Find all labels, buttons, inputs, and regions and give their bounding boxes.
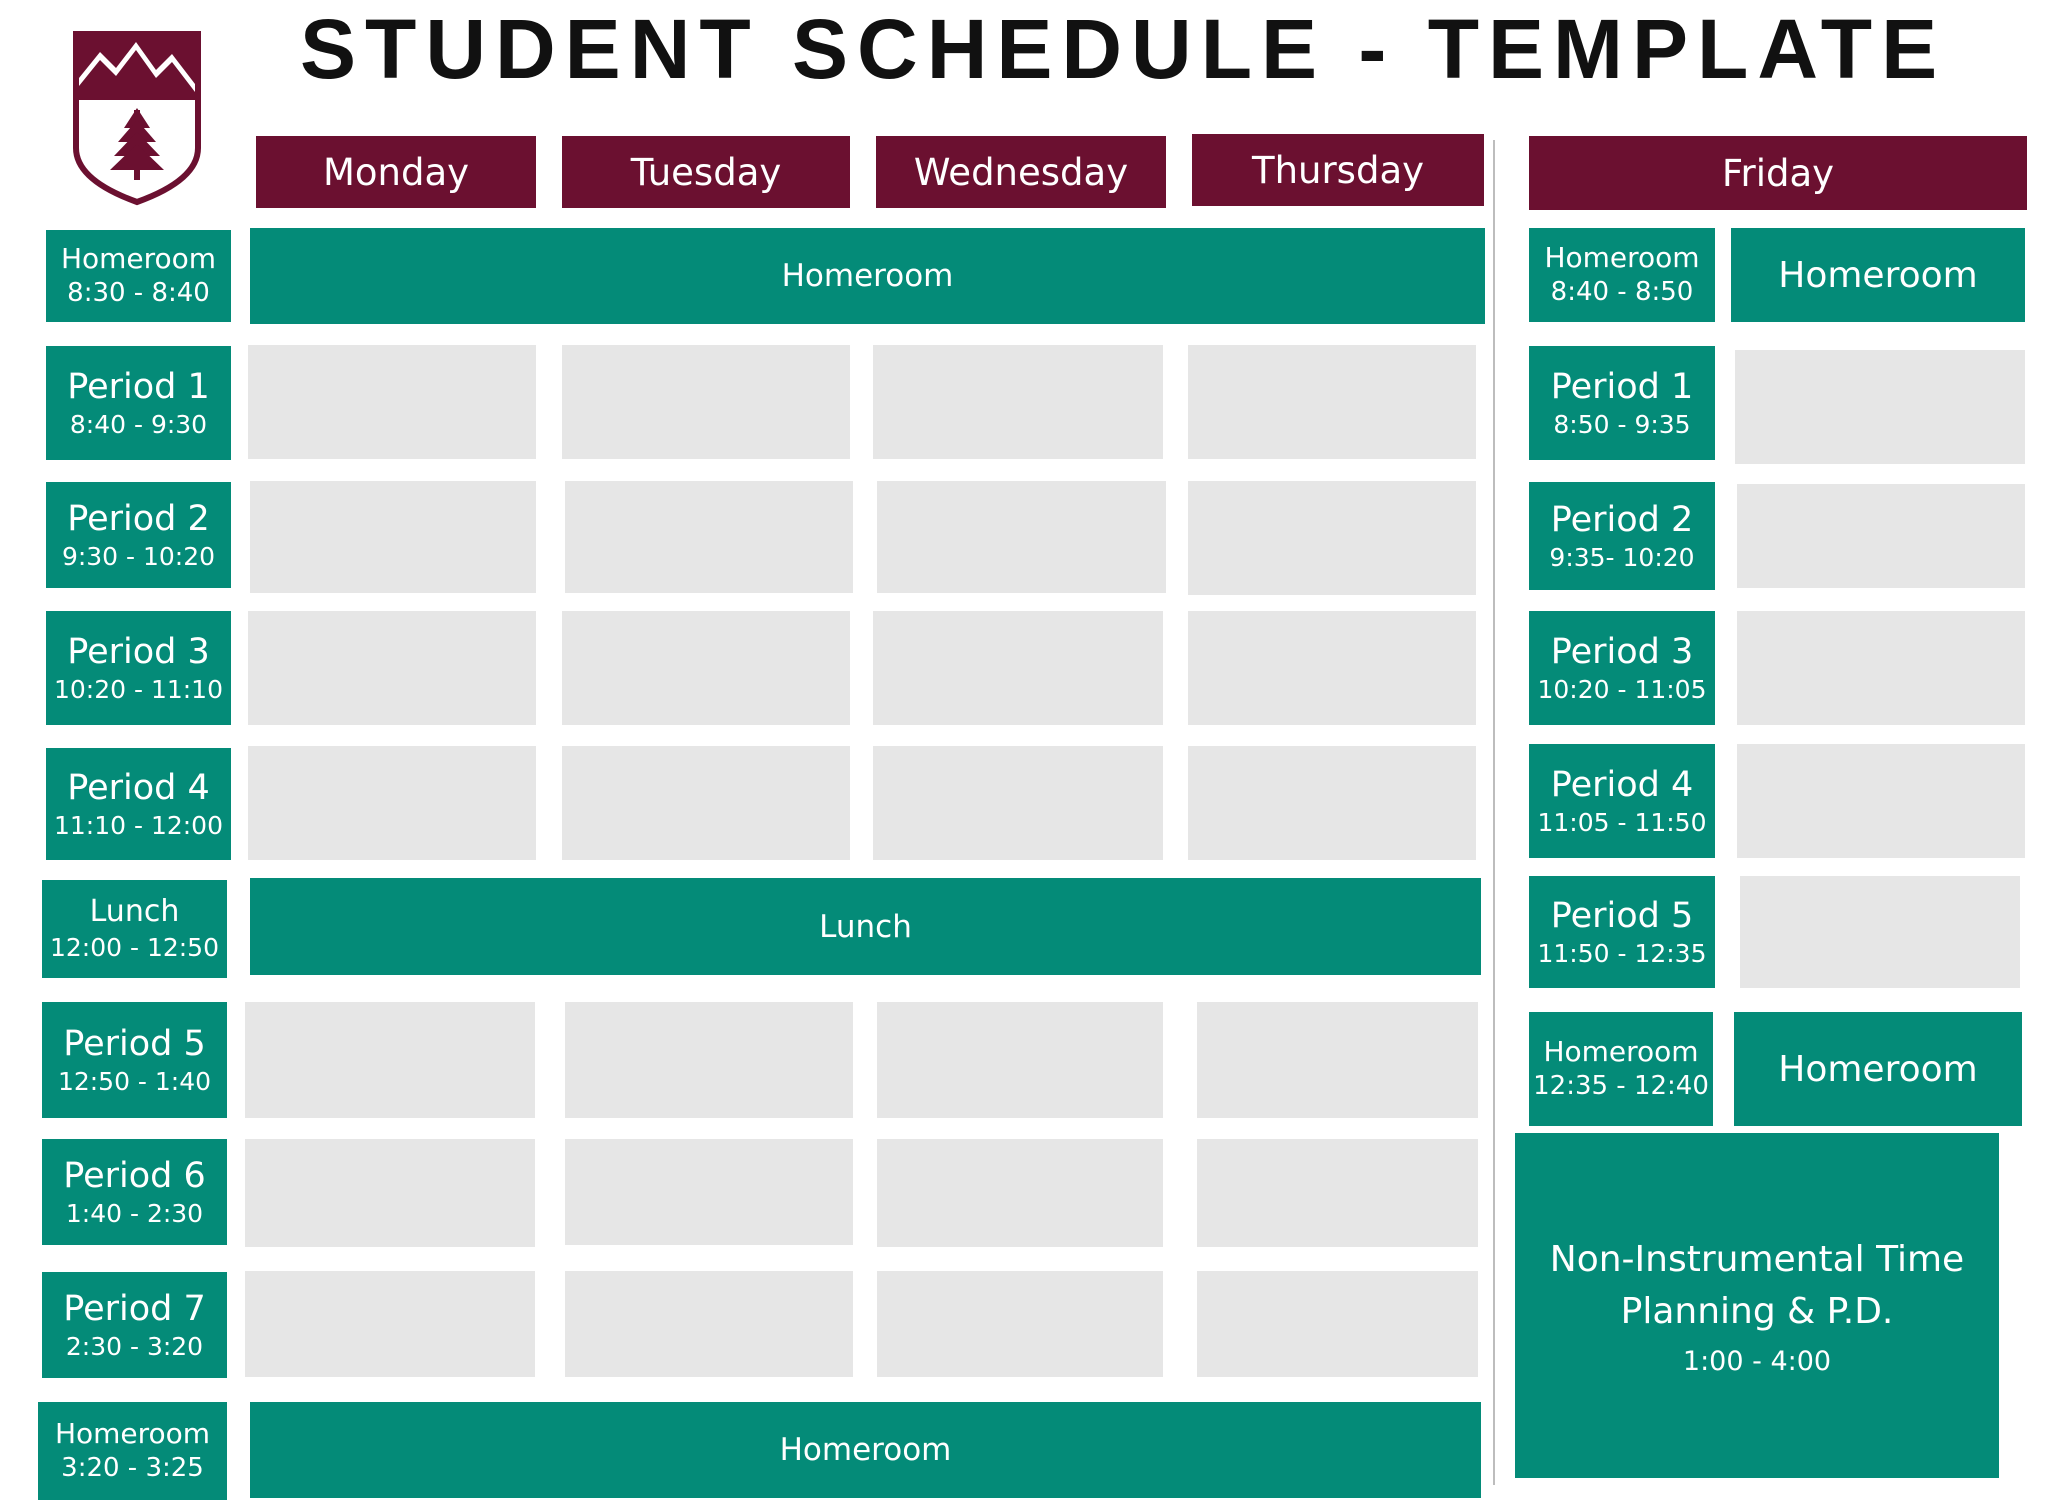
nit-line-1: Non-Instrumental Time (1549, 1238, 1965, 1280)
cell-monday-period-7[interactable] (245, 1271, 535, 1377)
row-label-period-7: Period 7 2:30 - 3:20 (42, 1272, 227, 1378)
band-homeroom-am: Homeroom (250, 228, 1485, 324)
cell-tuesday-period-7[interactable] (565, 1271, 853, 1377)
cell-monday-period-4[interactable] (248, 746, 536, 860)
friday-non-instrumental-time (1515, 1133, 1999, 1478)
nit-line-2: Planning & P.D. (1620, 1291, 1894, 1332)
header-tuesday: Tuesday (562, 136, 850, 208)
row-label-period-1: Period 1 8:40 - 9:30 (46, 346, 231, 460)
row-label-period-2: Period 2 9:30 - 10:20 (46, 482, 231, 588)
cell-tuesday-period-2[interactable] (565, 481, 853, 593)
cell-tuesday-period-5[interactable] (565, 1002, 853, 1118)
nit-time: 1:00 - 4:00 (1682, 1346, 1832, 1378)
friday-label-period-1: Period 1 8:50 - 9:35 (1529, 346, 1715, 460)
cell-friday-period-3[interactable] (1737, 611, 2025, 725)
cell-friday-period-4[interactable] (1737, 744, 2025, 858)
column-divider (1493, 140, 1495, 1485)
cell-wednesday-period-2[interactable] (877, 481, 1166, 593)
cell-friday-period-1[interactable] (1735, 350, 2025, 464)
band-homeroom-pm: Homeroom (250, 1402, 1481, 1498)
page-title: STUDENT SCHEDULE - TEMPLATE (300, 2, 1947, 96)
cell-wednesday-period-6[interactable] (877, 1139, 1163, 1247)
cell-monday-period-1[interactable] (248, 345, 536, 459)
friday-band-homeroom-am: Homeroom (1731, 228, 2025, 322)
cell-monday-period-6[interactable] (245, 1139, 535, 1247)
cell-wednesday-period-5[interactable] (877, 1002, 1163, 1118)
cell-wednesday-period-7[interactable] (877, 1271, 1163, 1377)
cell-thursday-period-7[interactable] (1197, 1271, 1478, 1377)
cell-tuesday-period-1[interactable] (562, 345, 850, 459)
cell-monday-period-2[interactable] (250, 481, 536, 593)
header-thursday: Thursday (1192, 134, 1484, 206)
cell-tuesday-period-6[interactable] (565, 1139, 853, 1245)
school-crest-logo (72, 30, 202, 206)
cell-thursday-period-6[interactable] (1197, 1139, 1478, 1247)
friday-band-homeroom-pm: Homeroom (1734, 1012, 2022, 1126)
row-label-period-5: Period 5 12:50 - 1:40 (42, 1002, 227, 1118)
row-label-lunch: Lunch 12:00 - 12:50 (42, 880, 227, 978)
header-monday: Monday (256, 136, 536, 208)
header-wednesday: Wednesday (876, 136, 1166, 208)
friday-label-period-2: Period 2 9:35- 10:20 (1529, 482, 1715, 590)
row-label-period-4: Period 4 11:10 - 12:00 (46, 748, 231, 860)
row-label-homeroom-pm: Homeroom 3:20 - 3:25 (38, 1402, 227, 1500)
header-friday: Friday (1529, 136, 2027, 210)
friday-label-homeroom-pm: Homeroom 12:35 - 12:40 (1529, 1012, 1713, 1126)
cell-thursday-period-1[interactable] (1188, 345, 1476, 459)
cell-thursday-period-2[interactable] (1188, 481, 1476, 595)
cell-monday-period-5[interactable] (245, 1002, 535, 1118)
row-label-period-3: Period 3 10:20 - 11:10 (46, 611, 231, 725)
cell-friday-period-2[interactable] (1737, 484, 2025, 588)
band-lunch: Lunch (250, 878, 1481, 975)
friday-label-period-5: Period 5 11:50 - 12:35 (1529, 876, 1715, 988)
friday-label-period-3: Period 3 10:20 - 11:05 (1529, 611, 1715, 725)
row-label-homeroom-am: Homeroom 8:30 - 8:40 (46, 230, 231, 322)
cell-thursday-period-5[interactable] (1197, 1002, 1478, 1118)
cell-wednesday-period-4[interactable] (873, 746, 1163, 860)
cell-friday-period-5[interactable] (1740, 876, 2020, 988)
friday-label-homeroom-am: Homeroom 8:40 - 8:50 (1529, 228, 1715, 322)
cell-wednesday-period-1[interactable] (873, 345, 1163, 459)
cell-thursday-period-3[interactable] (1188, 611, 1476, 725)
cell-tuesday-period-4[interactable] (562, 746, 850, 860)
cell-monday-period-3[interactable] (248, 611, 536, 725)
row-label-period-6: Period 6 1:40 - 2:30 (42, 1139, 227, 1245)
friday-label-period-4: Period 4 11:05 - 11:50 (1529, 744, 1715, 858)
cell-wednesday-period-3[interactable] (873, 611, 1163, 725)
cell-thursday-period-4[interactable] (1188, 746, 1476, 860)
cell-tuesday-period-3[interactable] (562, 611, 850, 725)
